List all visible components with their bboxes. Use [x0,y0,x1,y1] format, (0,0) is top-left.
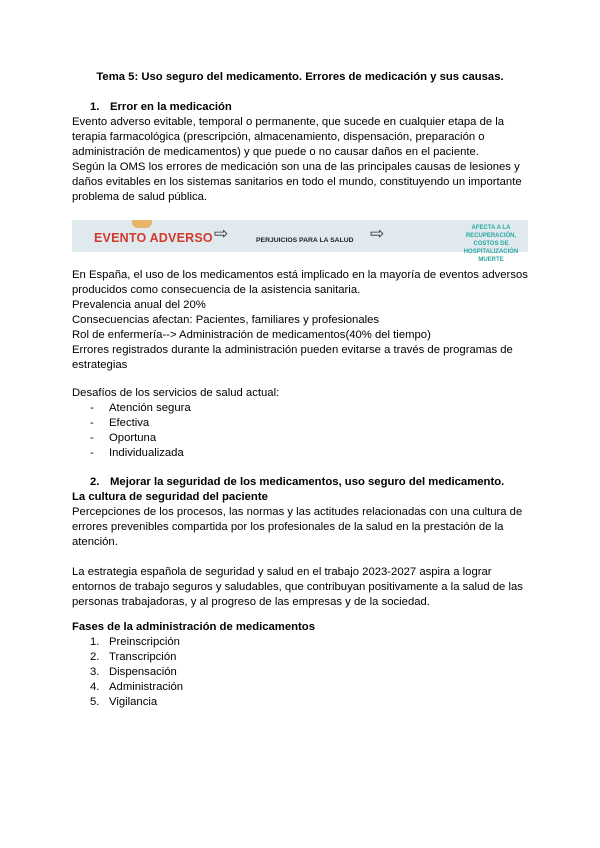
list-item: 4. Administración [90,681,184,693]
rol-enfermeria-line: Rol de enfermería--> Administración de medicamentos(40% del tiempo) [72,329,431,341]
list-item: 5. Vigilancia [90,696,158,708]
hand-illustration [132,220,152,228]
fases-section [72,620,532,710]
banner-evento-adverso: EVENTO ADVERSO [94,231,213,245]
evento-adverso-banner [72,220,528,263]
section-1-paragraph-2: Según la OMS los errores de medicación son una de las principales causas de lesiones y daños evitables en los sistemas sanitarios en todo el mundo, constituyendo un importante problema de salud pública. [72,161,522,203]
list-item: 2. Transcripción [90,651,177,663]
section-2-title: Mejorar la seguridad de los medicamentos, uso seguro del medicamento. [110,476,505,488]
arrow-right-icon: ⇨ [370,224,385,243]
desafios-heading: Desafíos de los servicios de salud actual: [72,387,280,399]
prevalencia-line: Prevalencia anual del 20% [72,299,206,311]
list-item: - Atención segura [90,402,191,414]
consecuencias-line: Consecuencias afectan: Pacientes, familiares y profesionales [72,314,380,326]
fases-list [72,635,532,710]
espana-section [72,268,532,373]
arrow-right-icon: ⇨ [214,224,229,243]
list-item: - Individualizada [90,447,184,459]
section-2-paragraph-1: Percepciones de los procesos, las normas y las actitudes relacionadas con una cultura de errores prevenibles compartida por los profesionales de la salud en la prestación de la atención. [72,506,523,548]
banner-perjuicios: PERJUICIOS PARA LA SALUD [256,237,354,244]
list-item: 3. Dispensación [90,666,177,678]
desafios-section [72,386,532,461]
section-2 [72,475,532,610]
section-1-number: 1. [90,101,100,113]
section-1 [72,100,532,205]
espana-paragraph: En España, el uso de los medicamentos está implicado en la mayoría de eventos adversos producidos como consecuencia de la asistencia sanitaria. [72,269,528,296]
fases-heading: Fases de la administración de medicamentos [72,621,315,633]
section-2-paragraph-2: La estrategia española de seguridad y salud en el trabajo 2023-2027 aspira a lograr entornos de trabajo seguros y saludables, que contribuyan positivamente a la salud de las personas trabajadoras, y al progreso de las empresas y de la sociedad. [72,566,523,608]
errores-line: Errores registrados durante la administración pueden evitarse a través de programas de estrategias [72,344,513,371]
list-item: - Efectiva [90,417,150,429]
section-1-paragraph-1: Evento adverso evitable, temporal o permanente, que sucede en cualquier etapa de la terapia farmacológica (prescripción, almacenamiento, dispensación, preparación o administración de medicamentos) y que puede o no causar daños en el paciente. [72,116,505,158]
section-1-heading [72,100,532,115]
section-2-number: 2. [90,476,100,488]
section-2-heading [72,475,532,490]
section-2-subheading: La cultura de seguridad del paciente [72,491,268,503]
list-item: - Oportuna [90,432,157,444]
list-item: 1. Preinscripción [90,636,180,648]
page-title: Tema 5: Uso seguro del medicamento. Errores de medicación y sus causas. [96,71,504,83]
section-1-title: Error en la medicación [110,101,232,113]
desafios-list [72,401,532,461]
banner-afecta: AFECTA A LA RECUPERACIÓN, COSTOS DE HOSPITALIZACIÓN MUERTE [463,225,519,263]
